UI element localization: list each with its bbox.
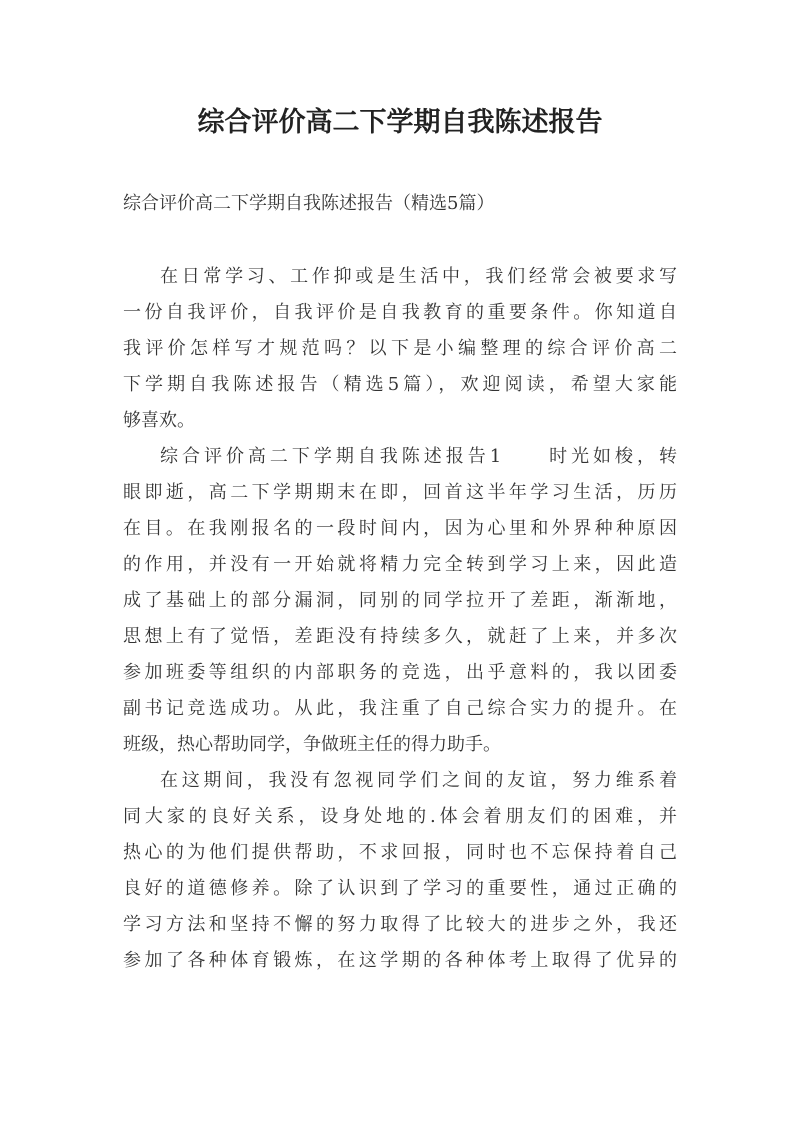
paragraph-line: 下学期自我陈述报告（精选5篇），欢迎阅读，希望大家能: [123, 374, 677, 395]
paragraph-line: 眼即逝，高二下学期期末在即，回首这半年学习生活，历历: [123, 482, 677, 503]
paragraph-line: 在目。在我刚报名的一段时间内，因为心里和外界种种原因: [123, 518, 677, 539]
paragraph-line: 班级，热心帮助同学，争做班主任的得力助手。: [123, 734, 501, 755]
paragraph-line: 一份自我评价，自我评价是自我教育的重要条件。你知道自: [123, 302, 677, 323]
paragraph-line: 在日常学习、工作抑或是生活中，我们经常会被要求写: [160, 266, 677, 287]
paragraph-line: 的作用，并没有一开始就将精力完全转到学习上来，因此造: [123, 554, 677, 575]
paragraph-line: 热心的为他们提供帮助，不求回报，同时也不忘保持着自己: [123, 842, 677, 863]
paragraph: [123, 259, 677, 439]
document-subtitle: 综合评价高二下学期自我陈述报告（精选5篇）: [123, 193, 495, 214]
paragraph-line: 在这期间，我没有忽视同学们之间的友谊，努力维系着: [160, 770, 677, 791]
paragraph: [123, 439, 677, 763]
paragraph-line: 良好的道德修养。除了认识到了学习的重要性，通过正确的: [123, 878, 677, 899]
paragraph-line: 成了基础上的部分漏洞，同别的同学拉开了差距，渐渐地，: [123, 590, 677, 611]
paragraph-line: 学习方法和坚持不懈的努力取得了比较大的进步之外，我还: [123, 914, 677, 935]
paragraph-line: 同大家的良好关系，设身处地的.体会着朋友们的困难，并: [123, 806, 677, 827]
paragraph-line: 副书记竞选成功。从此，我注重了自己综合实力的提升。在: [123, 698, 677, 719]
paragraph-line: 思想上有了觉悟，差距没有持续多久，就赶了上来，并多次: [123, 626, 677, 647]
paragraph: [123, 763, 677, 979]
paragraph-line: 够喜欢。: [123, 410, 195, 431]
document-body: [123, 259, 677, 979]
document-title: 综合评价高二下学期自我陈述报告: [197, 107, 603, 138]
paragraph-line: 参加班委等组织的内部职务的竞选，出乎意料的，我以团委: [123, 662, 677, 683]
paragraph-line: 我评价怎样写才规范吗？以下是小编整理的综合评价高二: [123, 338, 677, 359]
paragraph-line: 参加了各种体育锻炼，在这学期的各种体考上取得了优异的: [123, 950, 677, 971]
paragraph-line: 综合评价高二下学期自我陈述报告1 时光如梭，转: [160, 446, 677, 467]
